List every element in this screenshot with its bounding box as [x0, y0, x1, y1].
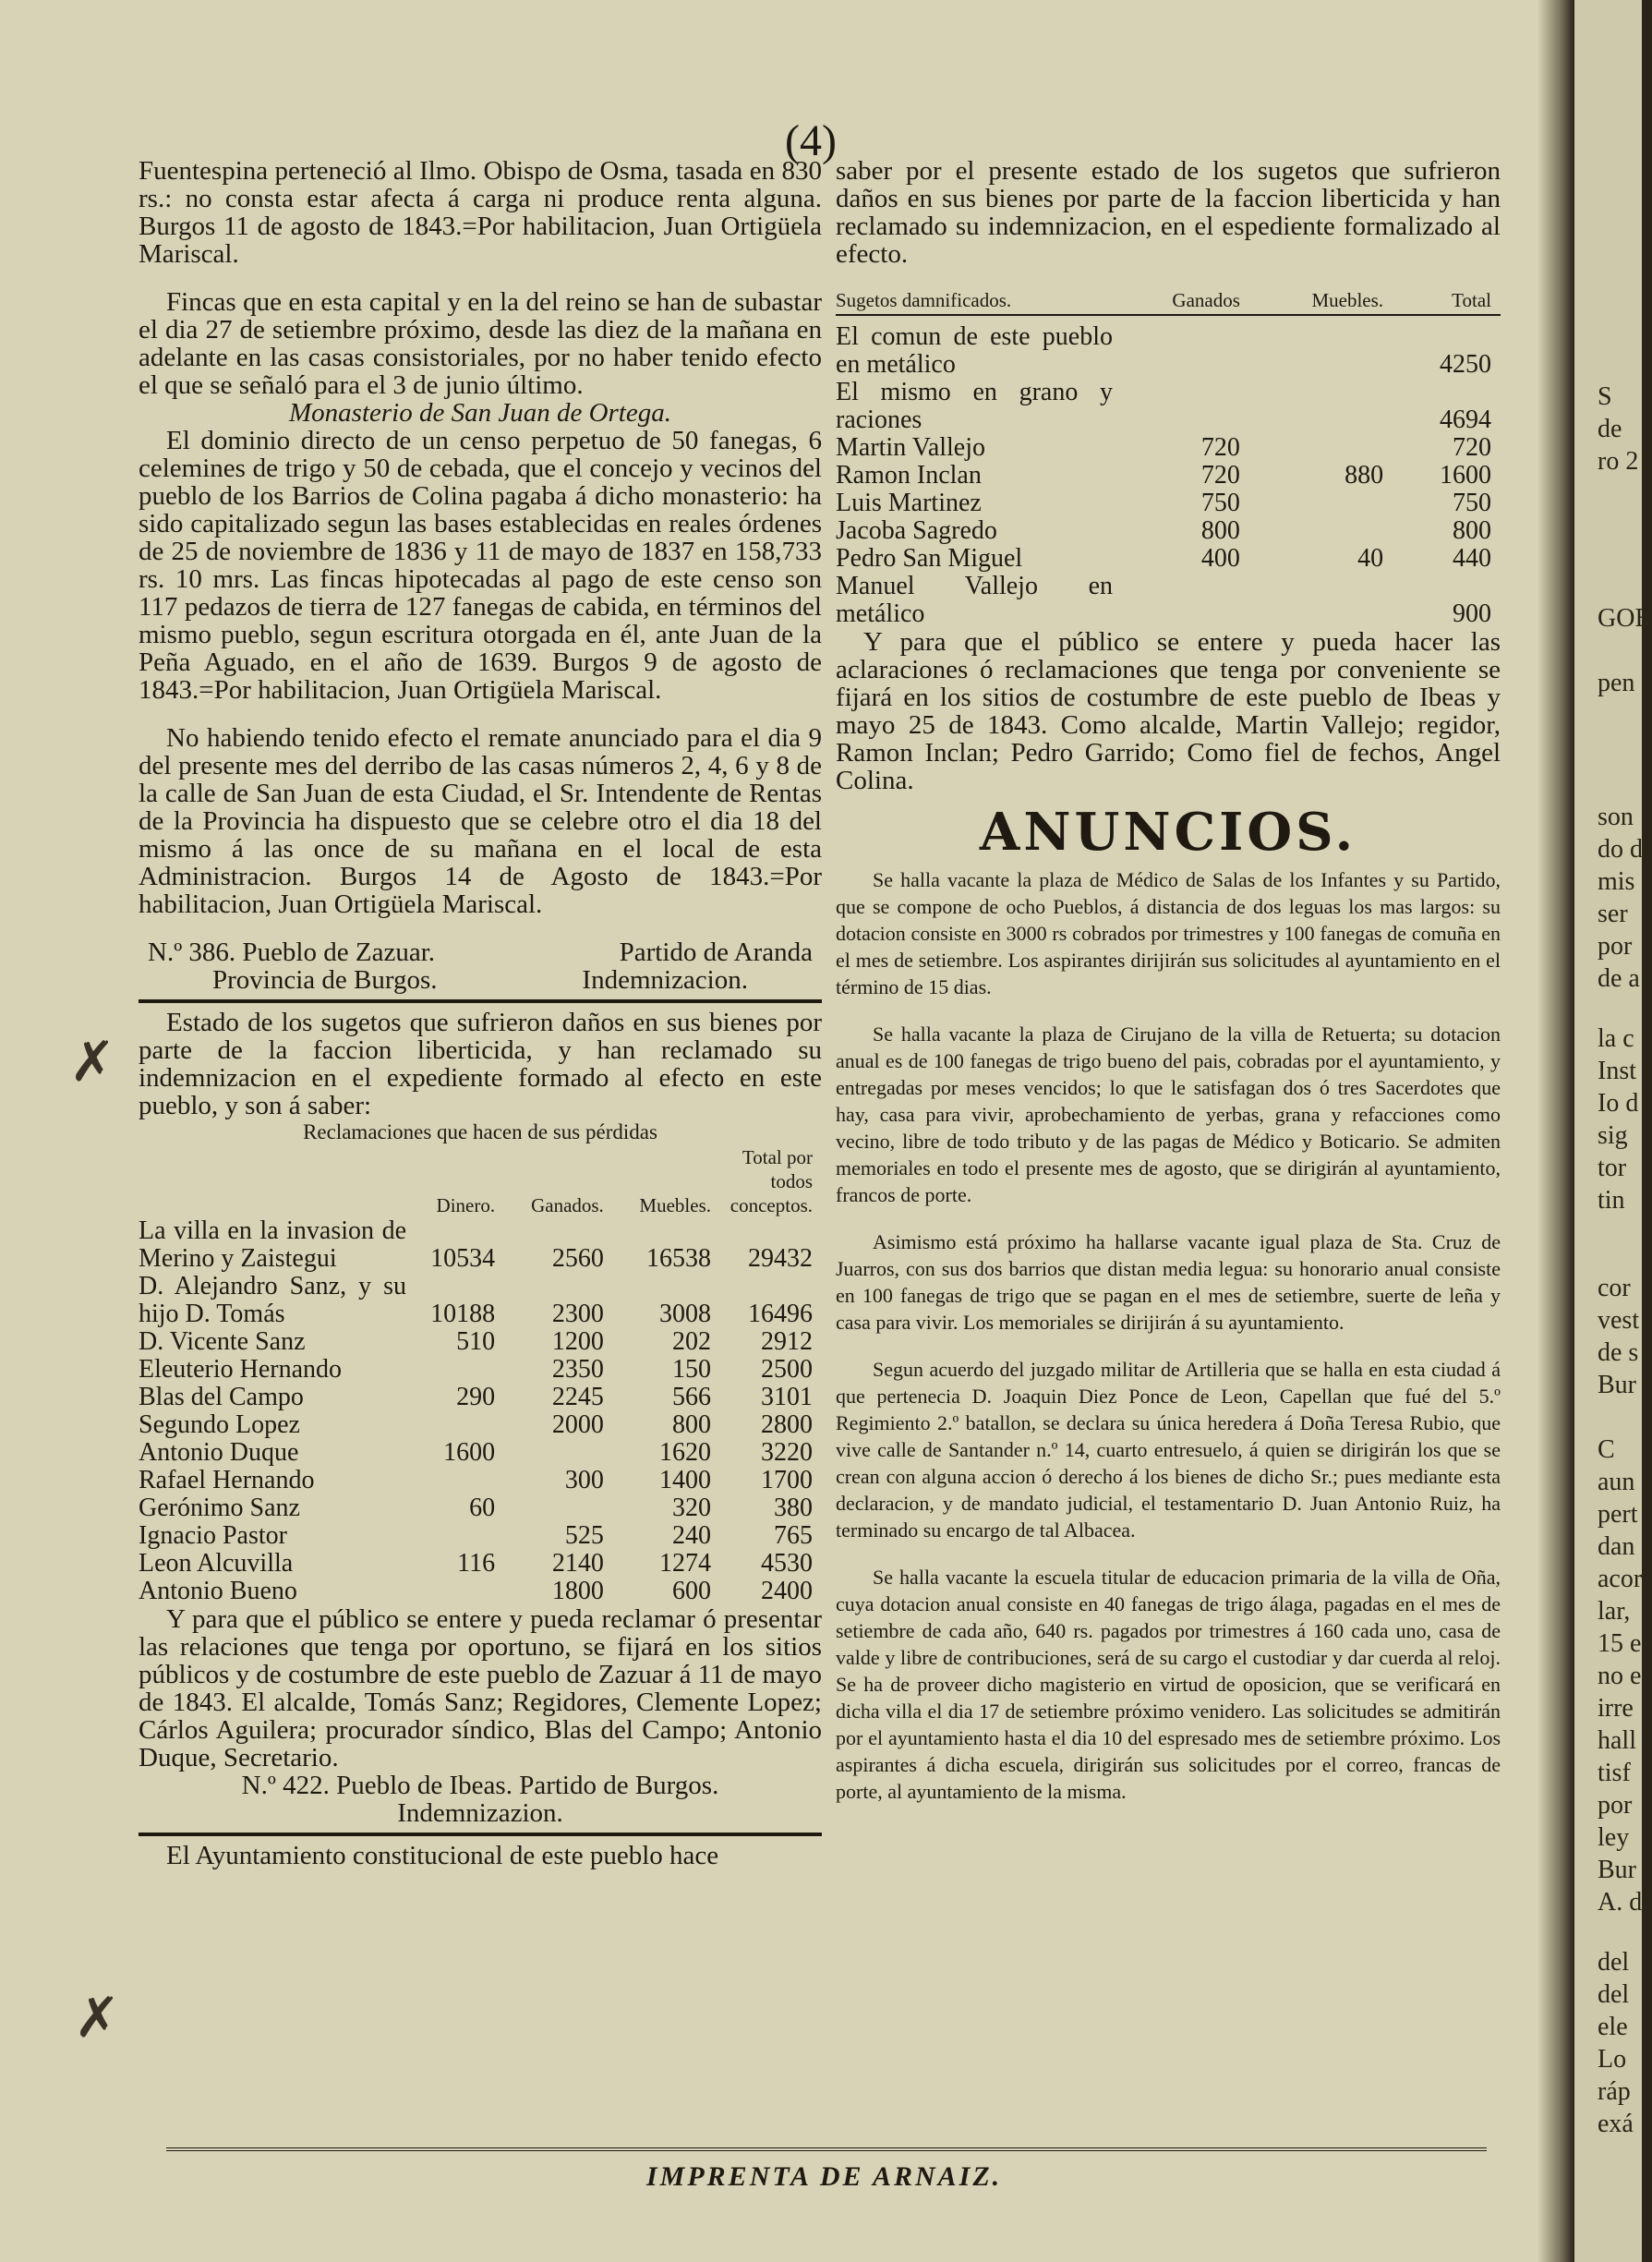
row-total: 720	[1453, 433, 1491, 462]
heading-386-provincia: Provincia de Burgos.	[212, 965, 438, 995]
table-row	[139, 1411, 822, 1439]
paragraph-censo: El dominio directo de un censo perpetuo de 50 fanegas, 6 celemines de trigo y 50 de cebada, que el concejo y vecinos del pueblo de los Barrios de Colina pagaba á dicho monasterio: ha sido capitalizado segun las bases establecidas en reales órdenes de 25 de noviembre de 1836 y 11 de mayo de 1837 en 158,733 rs. 10 mrs. Las fincas hipotecadas al pago de este censo son 117 pedazos de tierra de 127 fanegas de cabida, en términos del mismo pueblo, segun escritura otorgada en él, ante Juan de la Peña Aguado, en el año de 1639. Burgos 9 de agosto de 1843.=Por habilitacion, Juan Ortigüela Mariscal.	[139, 426, 822, 705]
table-row	[139, 1328, 822, 1356]
edge-fragment: S	[1598, 382, 1612, 411]
edge-fragment: dan	[1598, 1532, 1635, 1561]
row-total: 440	[1453, 544, 1491, 573]
table-row	[836, 323, 1501, 379]
row-name: Antonio Duque	[139, 1438, 299, 1467]
row-ganados: 2245	[551, 1383, 604, 1411]
edge-fragment: pen	[1598, 669, 1635, 697]
table-row	[836, 573, 1501, 628]
row-muebles: 240	[672, 1521, 711, 1550]
edge-fragment: ley	[1598, 1823, 1630, 1852]
row-total: 900	[1453, 599, 1491, 628]
row-total: 4530	[761, 1549, 813, 1578]
edge-fragment: ráp	[1598, 2077, 1631, 2106]
row-total: 3220	[761, 1438, 813, 1467]
row-total: 1600	[1440, 461, 1491, 490]
row-ganados: 525	[564, 1521, 604, 1550]
row-ganados: 2300	[551, 1300, 604, 1328]
heading-422: N.º 422. Pueblo de Ibeas. Partido de Burgos.	[241, 1771, 719, 1800]
paragraph-fuentespina: Fuentespina perteneció al Ilmo. Obispo de Osma, tasada en 830 rs.: no consta estar afecta á carga ni produce renta alguna. Burgos 11 de agosto de 1843.=Por habilitacion, Juan Ortigüela Mariscal.	[139, 156, 822, 269]
row-muebles: 150	[672, 1355, 711, 1384]
row-ganados: 750	[1200, 489, 1240, 517]
edge-fragment: Inst	[1598, 1057, 1636, 1085]
page-number: (4)	[785, 116, 837, 165]
edge-fragment: de	[1598, 415, 1622, 443]
table-row	[139, 1578, 822, 1605]
table-row	[139, 1439, 822, 1467]
edge-fragment: por	[1598, 1791, 1633, 1820]
row-name: Luis Martinez	[836, 489, 982, 517]
edge-fragment: del	[1598, 1980, 1630, 2009]
edge-fragment: Bur	[1598, 1856, 1636, 1884]
edge-fragment: Bur	[1598, 1371, 1636, 1399]
row-total: 1700	[761, 1466, 813, 1494]
table-row	[139, 1522, 822, 1550]
edge-fragment: lar,	[1598, 1597, 1631, 1626]
table-row	[139, 1550, 822, 1578]
row-name: Martin Vallejo	[836, 433, 986, 462]
row-total: 16496	[748, 1300, 813, 1328]
row-total: 2912	[761, 1327, 813, 1356]
row-muebles	[1249, 573, 1393, 628]
row-name: Rafael Hernando	[139, 1466, 315, 1494]
col-header-ganados: Ganados	[1172, 289, 1240, 311]
footer-divider	[166, 2147, 1487, 2151]
edge-fragment: aun	[1598, 1468, 1635, 1496]
row-ganados: 300	[564, 1466, 604, 1494]
edge-fragment: exá	[1598, 2110, 1634, 2138]
table-row	[139, 1467, 822, 1494]
edge-fragment: 15 e	[1598, 1629, 1642, 1658]
row-name: Leon Alcuvilla	[139, 1549, 294, 1578]
divider	[139, 1833, 822, 1836]
row-ganados	[504, 1494, 613, 1522]
row-muebles: 1274	[659, 1549, 711, 1578]
col-header-total: Total por todos conceptos.	[730, 1146, 813, 1216]
table-row	[836, 490, 1501, 517]
heading-monasterio: Monasterio de San Juan de Ortega.	[289, 398, 671, 428]
row-ganados	[1113, 573, 1249, 628]
edge-fragment: acor	[1598, 1565, 1643, 1593]
row-total: 2800	[761, 1410, 813, 1439]
table-row	[139, 1217, 822, 1273]
table-row	[836, 545, 1501, 573]
row-dinero: 510	[456, 1327, 496, 1356]
row-dinero: 290	[456, 1383, 496, 1411]
row-muebles: 1620	[659, 1438, 711, 1467]
edge-fragment: tor	[1598, 1154, 1627, 1182]
row-dinero	[406, 1578, 504, 1605]
edge-fragment: A. d	[1598, 1888, 1643, 1917]
edge-fragment: tin	[1598, 1186, 1625, 1215]
col-header-muebles: Muebles.	[639, 1194, 711, 1216]
edge-fragment: irre	[1598, 1694, 1634, 1723]
heading-386-pueblo: N.º 386. Pueblo de Zazuar.	[148, 937, 435, 967]
row-dinero: 10534	[430, 1244, 496, 1273]
col-header-total: Total	[1452, 289, 1491, 311]
edge-fragment: sig	[1598, 1121, 1628, 1150]
anuncio-artilleria: Segun acuerdo del juzgado militar de Artilleria que se halla en esta ciudad á que pertenecia D. Joaquin Diez Ponce de Leon, Capellan que fué del 5.º Regimiento 2.º batallon, se declara su única heredera á Doña Teresa Rubio, que vive calle de Santander n.º 14, cuarto entresuelo, á quien se dirigirán los que se crean con alguna accion ó derecho á los bienes de dicho Sr.; pues mediante esta declaracion, y de mandato judicial, el testamentario D. Juan Antonio Ruiz, ha terminado su encargo de tal Albacea.	[836, 1358, 1501, 1542]
row-ganados: 800	[1200, 516, 1240, 545]
row-muebles: 320	[672, 1494, 711, 1522]
row-name: Blas del Campo	[139, 1383, 304, 1411]
row-muebles: 880	[1345, 461, 1384, 490]
edge-fragment: del	[1598, 1948, 1630, 1977]
row-muebles	[1249, 379, 1393, 434]
row-total: 29432	[748, 1244, 813, 1273]
table-row	[139, 1384, 822, 1411]
margin-mark-cross: ✗	[69, 1032, 116, 1093]
table-row	[836, 434, 1501, 462]
anuncios-list	[836, 866, 1501, 1805]
col-header-muebles: Muebles.	[1311, 289, 1384, 311]
row-ganados: 1200	[551, 1327, 604, 1356]
row-name: Pedro San Miguel	[836, 544, 1023, 573]
row-muebles: 202	[672, 1327, 711, 1356]
row-total: 765	[774, 1521, 813, 1550]
divider	[836, 314, 1501, 316]
edge-fragment: hall	[1598, 1726, 1636, 1755]
row-dinero: 116	[457, 1549, 496, 1578]
row-name: El comun de este pueblo en metálico	[836, 322, 1113, 379]
row-ganados	[1113, 379, 1249, 434]
row-ganados: 720	[1200, 433, 1240, 462]
table-ibeas	[836, 288, 1501, 628]
table-row	[836, 462, 1501, 490]
edge-fragment: por	[1598, 932, 1633, 961]
anuncio-cirujano-retuerta: Se halla vacante la plaza de Cirujano de la villa de Retuerta; su dotacion anual es de 100 fanegas de trigo bueno del pais, cobradas por el ayuntamiento, y entregadas por meses vencidos; lo que le satisfagan dos ó tres Sacerdotes que hay, casa para vivir, aprobechamiento de yerbas, grana y refacciones como vecino, libre de todo tributo y de las pagas de Médico y Boticario. Se admiten memoriales en todo el presente mes de agosto, que se dirigirán al ayuntamiento, francos de porte.	[836, 1022, 1501, 1206]
paragraph-fincas: Fincas que en esta capital y en la del reino se han de subastar el dia 27 de setiembre próximo, desde las diez de la mañana en adelante en las casas consistoriales, por no haber tenido efecto el que se señaló para el 3 de junio último.	[139, 287, 822, 400]
row-total: 2500	[761, 1355, 813, 1384]
paragraph-derribo: No habiendo tenido efecto el remate anunciado para el dia 9 del presente mes del derribo de las casas números 2, 4, 6 y 8 de la calle de San Juan de esta Ciudad, el Sr. Intendente de Rentas de la Provincia ha dispuesto que se celebre otro el dia 18 del mismo á las once de su mañana en el local de esta Administracion. Burgos 14 de Agosto de 1843.=Por habilitacion, Juan Ortigüela Mariscal.	[139, 723, 822, 919]
anuncio-escuela-ona: Se halla vacante la escuela titular de educacion primaria de la villa de Oña, cuya dotacion anual consiste en 40 fanegas de trigo álaga, pagadas en el mes de setiembre de cada año, 640 rs. pagados por trimestres á 160 cada uno, casa de valde y libre de contribuciones, será de su cargo el custodiar y dar cuerda al reloj. Se ha de proveer dicho magisterio en virtud de oposicion, que se verificará en dicha villa el dia 17 de setiembre próximo venidero. Las solicitudes se admitirán por el ayuntamiento hasta el dia 10 del espresado mes de setiembre próximo. Los aspirantes á dicha escuela, dirigirán sus solicitudes por el correo, francas de porte, al ayuntamiento de la misma.	[836, 1566, 1501, 1803]
gutter-shadow	[1537, 0, 1574, 2262]
table-row	[836, 517, 1501, 545]
edge-fragment: de s	[1598, 1338, 1639, 1367]
heading-386-line2	[139, 966, 822, 994]
row-name: El mismo en grano y raciones	[836, 378, 1113, 434]
table-row	[139, 1273, 822, 1328]
row-dinero	[406, 1522, 504, 1550]
col-header-ganados: Ganados.	[531, 1194, 604, 1216]
edge-fragment: ele	[1598, 2013, 1628, 2041]
heading-422-indemnizacion: Indemnizazion.	[397, 1798, 563, 1828]
row-dinero	[406, 1411, 504, 1439]
row-name: Eleuterio Hernando	[139, 1355, 343, 1384]
edge-fragment: Io d	[1598, 1089, 1639, 1118]
row-total: 4694	[1440, 405, 1491, 434]
edge-fragment: ser	[1598, 900, 1628, 928]
row-name: Antonio Bueno	[139, 1577, 297, 1605]
heading-386	[139, 938, 822, 966]
row-total: 4250	[1440, 350, 1491, 379]
anuncio-juarros: Asimismo está próximo ha hallarse vacante igual plaza de Sta. Cruz de Juarros, con sus dos barrios que distan media legua: su honorario anual consiste en 100 fanegas de trigo que se pagan en el mes de setiembre, suerte de leña y casa para vivir. Los memoriales se dirijirán á su ayuntamiento.	[836, 1230, 1501, 1334]
paragraph-ibeas-saber: saber por el presente estado de los sugetos que sufrieron daños en sus bienes por parte de la faccion liberticida y han reclamado su indemnizacion, en el espediente formalizado al efecto.	[836, 156, 1501, 269]
row-ganados: 2000	[551, 1410, 604, 1439]
heading-386-partido: Partido de Aranda	[619, 937, 813, 967]
row-name: Gerónimo Sanz	[139, 1494, 300, 1522]
table-row	[139, 1494, 822, 1522]
row-ganados	[1113, 323, 1249, 379]
row-name: Ignacio Pastor	[139, 1521, 287, 1550]
row-ganados: 2560	[551, 1244, 604, 1273]
edge-fragment: vest	[1598, 1306, 1640, 1335]
left-column	[139, 157, 822, 1869]
row-muebles: 40	[1357, 544, 1384, 573]
row-muebles: 3008	[659, 1300, 711, 1328]
anuncios-title: ANUNCIOS.	[979, 802, 1357, 863]
row-ganados: 2350	[551, 1355, 604, 1384]
row-muebles	[1249, 490, 1393, 517]
edge-fragment: la c	[1598, 1024, 1634, 1053]
table-row	[836, 379, 1501, 434]
row-ganados: 720	[1200, 461, 1240, 490]
row-name: Ramon Inclan	[836, 461, 982, 490]
edge-fragment: de a	[1598, 964, 1640, 993]
table-zazuar	[139, 1145, 822, 1605]
row-muebles: 1400	[659, 1466, 711, 1494]
edge-fragment: do d	[1598, 835, 1643, 864]
row-total: 2400	[761, 1577, 813, 1605]
edge-fragment: Lo	[1598, 2045, 1627, 2074]
edge-fragment: mis	[1598, 867, 1635, 896]
divider	[139, 999, 822, 1003]
edge-fragment: son	[1598, 803, 1634, 831]
row-ganados: 2140	[551, 1549, 604, 1578]
row-ganados	[504, 1439, 613, 1467]
paragraph-ibeas-inicio: El Ayuntamiento constitucional de este pueblo hace	[166, 1841, 719, 1870]
row-name: Manuel Vallejo en metálico	[836, 572, 1113, 628]
paragraph-zazuar-cierre: Y para que el público se entere y pueda reclamar ó presentar las relaciones que tenga por oportuno, se fijará en los sitios públicos y de costumbre de este pueblo de Zazuar á 11 de mayo de 1843. El alcalde, Tomás Sanz; Regidores, Clemente Lopez; Cárlos Aguilera; procurador síndico, Blas del Campo; Antonio Duque, Secretario.	[139, 1604, 822, 1772]
row-muebles	[1249, 517, 1393, 545]
row-name: Jacoba Sagredo	[836, 516, 997, 545]
row-dinero	[406, 1356, 504, 1384]
row-dinero: 10188	[430, 1300, 496, 1328]
paragraph-ibeas-cierre: Y para que el público se entere y pueda hacer las aclaraciones ó reclamaciones que tenga por conveniente se fijará en los sitios de costumbre de este pueblo de Ibeas y mayo 25 de 1843. Como alcalde, Martin Vallejo; regidor, Ramon Inclan; Pedro Garrido; Como fiel de fechos, Angel Colina.	[836, 627, 1501, 795]
edge-fragment: ro 2	[1598, 447, 1639, 476]
row-dinero: 60	[469, 1494, 496, 1522]
table-caption: Reclamaciones que hacen de sus pérdidas	[303, 1120, 657, 1143]
anuncio-medico-salas: Se halla vacante la plaza de Médico de Salas de los Infantes y su Partido, que se compone de ocho Pueblos, á distancia de dos leguas los mas largos: su dotacion consiste en 3000 rs cobrados por trimestres y 100 fanegas de comuña en el mes de setiembre. Los aspirantes dirijirán sus solicitudes al ayuntamiento en el término de 15 dias.	[836, 868, 1501, 998]
edge-fragment: tisf	[1598, 1759, 1631, 1787]
edge-fragment: C	[1598, 1435, 1615, 1464]
edge-fragment: no e	[1598, 1662, 1642, 1690]
paragraph-estado-zazuar: Estado de los sugetos que sufrieron daños en sus bienes por parte de la faccion liberticida, y han reclamado su indemnizacion en el expediente formado al efecto en este pueblo, y son á saber:	[139, 1008, 822, 1120]
row-name: La villa en la invasion de Merino y Zaistegui	[139, 1216, 406, 1273]
row-muebles	[1249, 434, 1393, 462]
row-total: 800	[1453, 516, 1491, 545]
row-muebles: 800	[672, 1410, 711, 1439]
row-dinero	[406, 1467, 504, 1494]
edge-fragment: cor	[1598, 1274, 1631, 1302]
right-column	[836, 157, 1501, 1825]
col-header-dinero: Dinero.	[436, 1194, 496, 1216]
row-muebles: 600	[672, 1577, 711, 1605]
row-name: D. Vicente Sanz	[139, 1327, 306, 1356]
row-total: 750	[1453, 489, 1491, 517]
row-muebles	[1249, 323, 1393, 379]
row-muebles: 566	[672, 1383, 711, 1411]
row-total: 380	[774, 1494, 813, 1522]
printer-imprint: IMPRENTA DE ARNAIZ.	[646, 2161, 1003, 2192]
row-muebles: 16538	[646, 1244, 711, 1273]
row-ganados: 1800	[551, 1577, 604, 1605]
margin-mark-cross: ✗	[74, 1988, 121, 2049]
row-total: 3101	[761, 1383, 813, 1411]
edge-fragment: GOB	[1598, 604, 1652, 633]
table-row	[139, 1356, 822, 1384]
col-header-sugetos: Sugetos damnificados.	[836, 289, 1012, 311]
heading-386-indemnizacion: Indemnizacion.	[582, 965, 748, 995]
row-dinero: 1600	[443, 1438, 496, 1467]
row-ganados: 400	[1200, 544, 1240, 573]
row-name: D. Alejandro Sanz, y su hijo D. Tomás	[139, 1272, 406, 1328]
row-name: Segundo Lopez	[139, 1410, 300, 1439]
edge-fragment: pert	[1598, 1500, 1638, 1529]
